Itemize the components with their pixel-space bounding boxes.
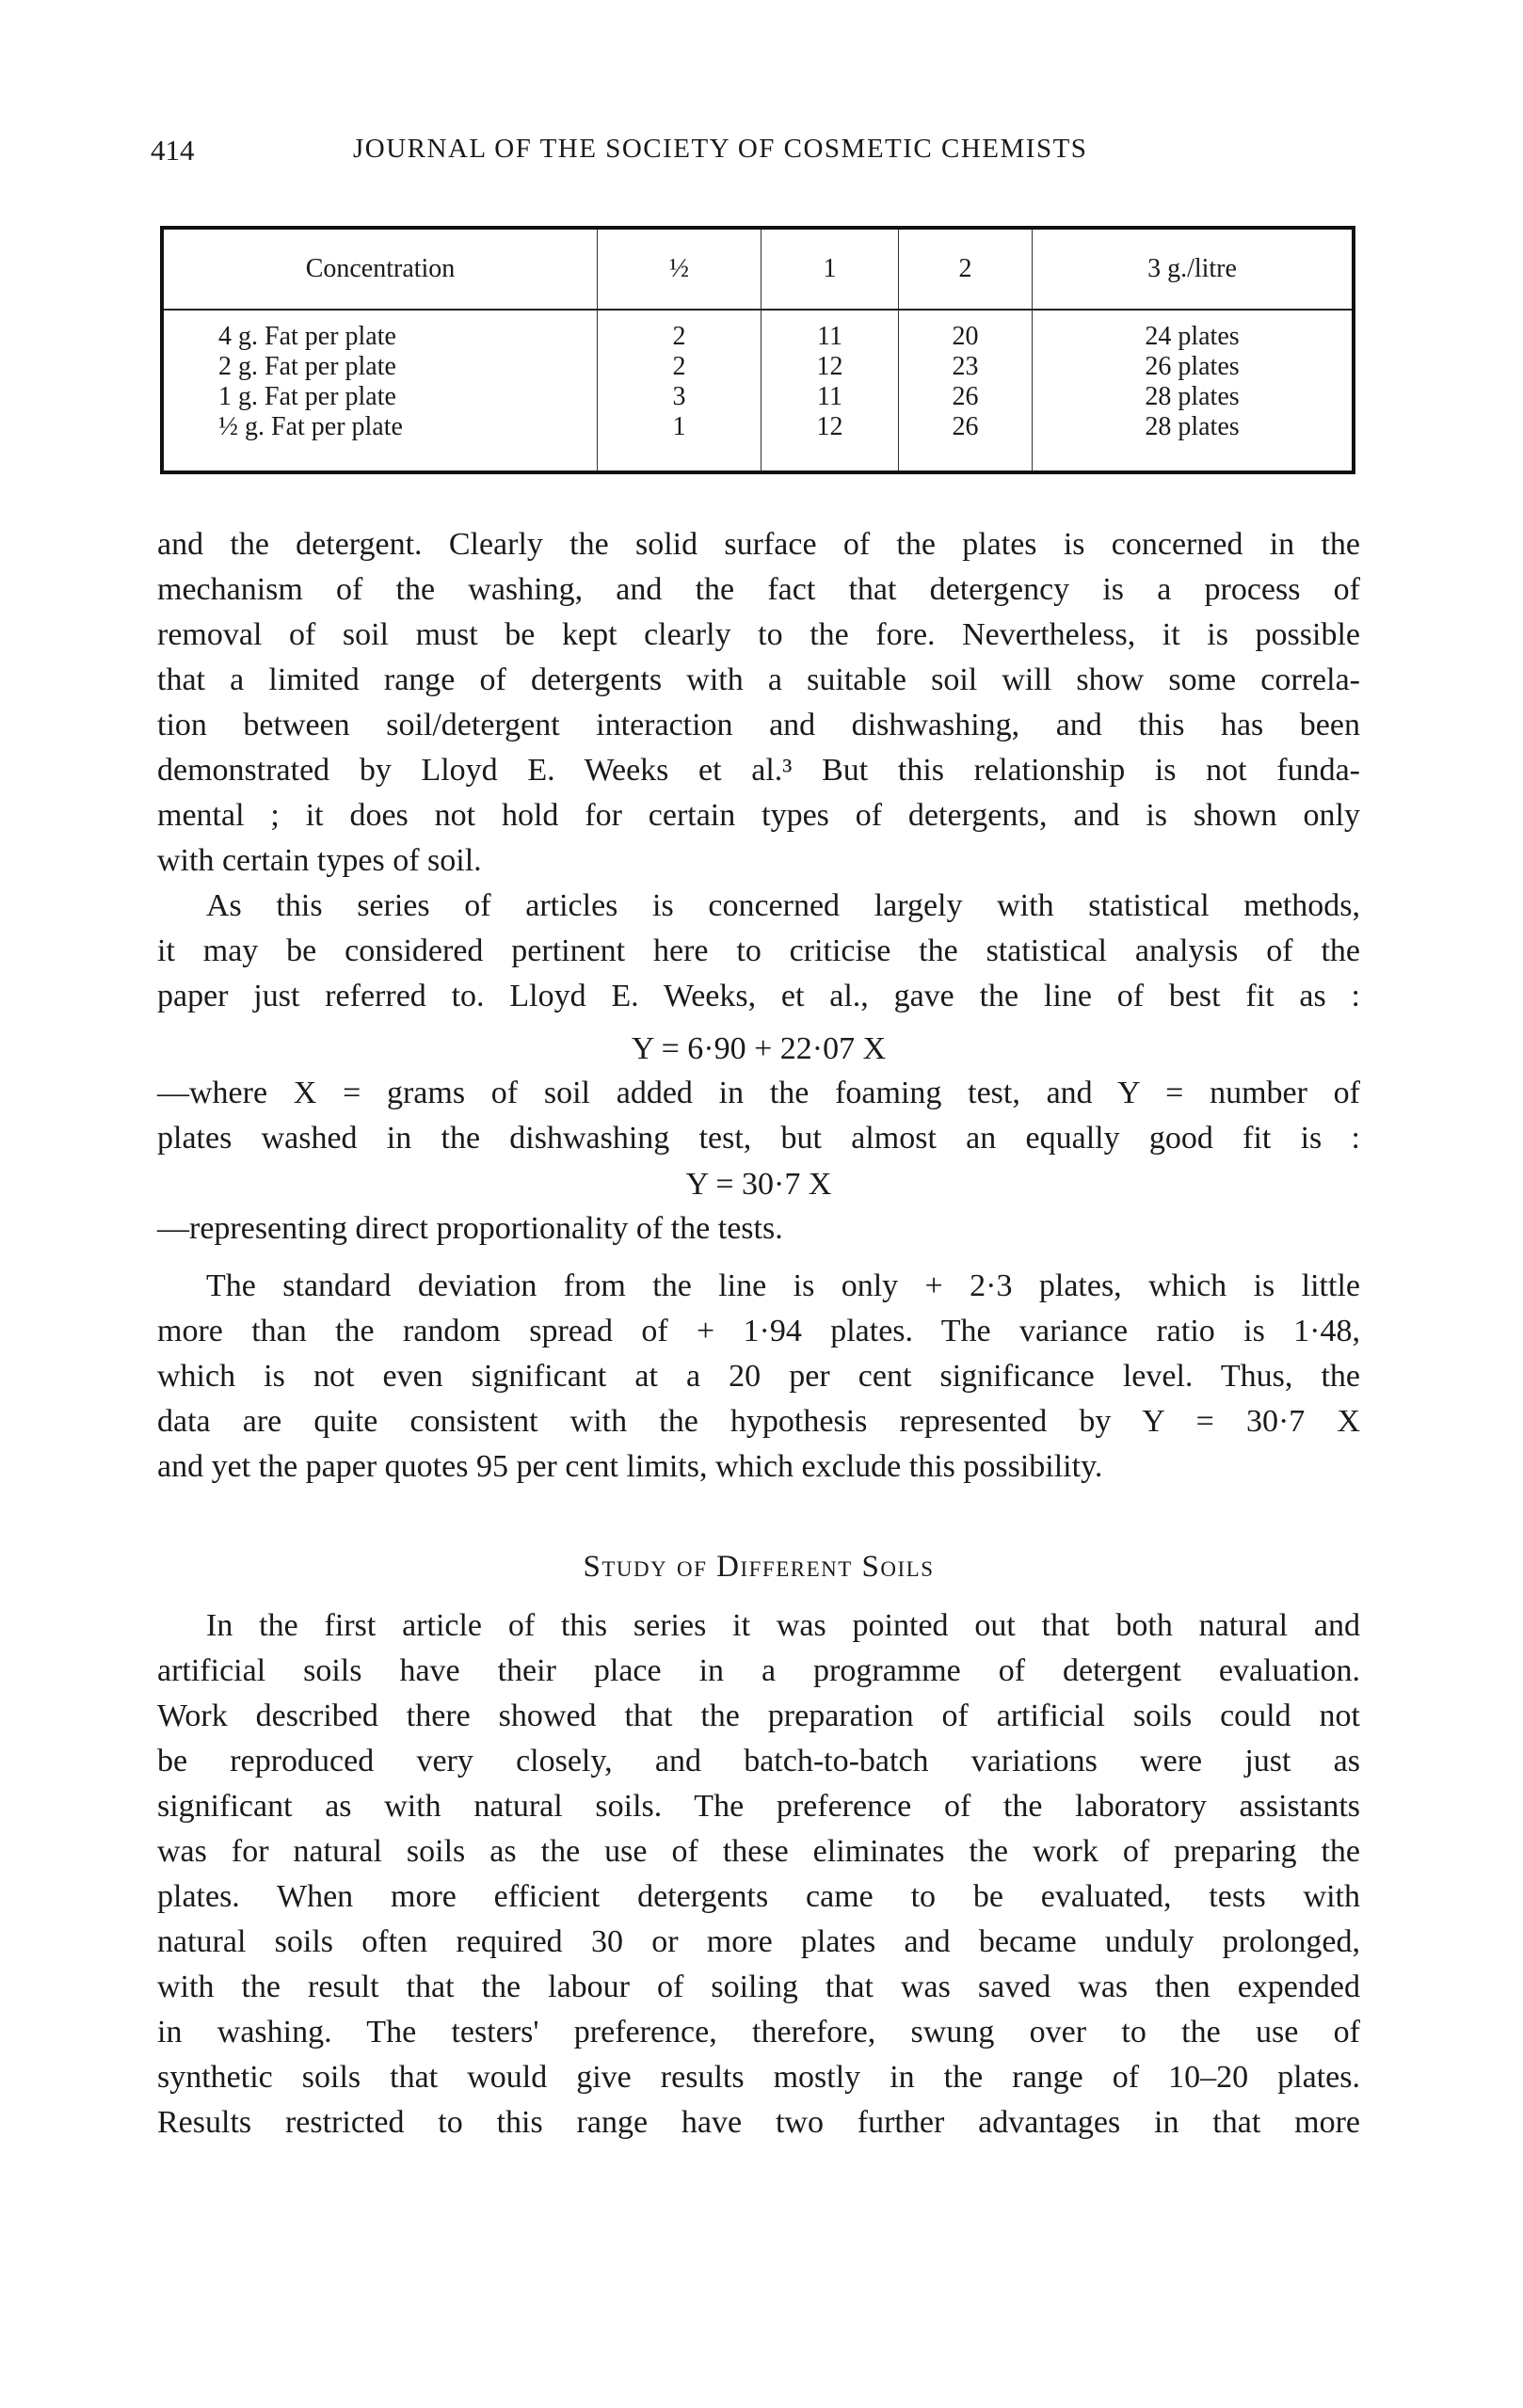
- table-cell: 26: [952, 382, 979, 411]
- text-line: In the first article of this series it was pointed out that both natural and: [206, 1608, 1360, 1643]
- table-cell: 11: [817, 322, 842, 351]
- paragraph: [157, 1264, 1360, 1490]
- table-cell: 12: [816, 412, 843, 441]
- text-line: Results restricted to this range have two further advantages in that more: [157, 2105, 1360, 2140]
- text-line: natural soils often required 30 or more plates and became unduly prolonged,: [157, 1924, 1360, 1959]
- text-line: and the detergent. Clearly the solid surface of the plates is concerned in the: [157, 527, 1360, 562]
- text-line: be reproduced very closely, and batch-to-batch variations were just as: [157, 1744, 1360, 1778]
- column-header: Concentration: [162, 228, 598, 310]
- text-line: The standard deviation from the line is only + 2·3 plates, which is little: [206, 1268, 1360, 1303]
- column-header: ½: [598, 228, 762, 310]
- table-cell: 23: [952, 352, 979, 381]
- table-cell: ½ g. Fat per plate: [218, 412, 403, 441]
- text-line: synthetic soils that would give results mostly in the range of 10–20 plates.: [157, 2060, 1360, 2095]
- column-1: [762, 310, 899, 472]
- column-header: 3 g./litre: [1033, 228, 1355, 310]
- table-cell: 3: [672, 382, 686, 411]
- table-cell: 4 g. Fat per plate: [218, 322, 396, 351]
- table-cell: 26: [952, 412, 979, 441]
- table-cell: 1: [672, 412, 686, 441]
- paragraph: [157, 884, 1360, 1019]
- row-labels: [162, 310, 598, 472]
- table-cell: 12: [816, 352, 843, 381]
- text-line: Work described there showed that the preparation of artificial soils could not: [157, 1698, 1360, 1733]
- text-line: with the result that the labour of soiling that was saved was then expended: [157, 1969, 1360, 2004]
- table-cell: 2: [672, 352, 686, 381]
- section-heading: Study of Different Soils: [583, 1550, 935, 1584]
- column-3: [1033, 310, 1355, 472]
- table-cell: 26 plates: [1145, 352, 1240, 381]
- table-header-row: [162, 228, 1354, 310]
- text-line: was for natural soils as the use of these eliminates the work of preparing the: [157, 1834, 1360, 1869]
- paragraph: [157, 522, 1360, 884]
- text-line: paper just referred to. Lloyd E. Weeks, et al., gave the line of best fit as :: [157, 979, 1360, 1013]
- text-line: As this series of articles is concerned largely with statistical methods,: [206, 888, 1360, 923]
- text-line: in washing. The testers' preference, therefore, swung over to the use of: [157, 2015, 1360, 2049]
- text-line: significant as with natural soils. The preference of the laboratory assistants: [157, 1789, 1360, 1824]
- table-cell: 2 g. Fat per plate: [218, 352, 396, 381]
- equation: Y = 6·90 + 22·07 X: [631, 1031, 887, 1066]
- text-line: plates washed in the dishwashing test, but almost an equally good fit is :: [157, 1121, 1360, 1156]
- text-line: artificial soils have their place in a programme of detergent evaluation.: [157, 1653, 1360, 1688]
- text-line: and yet the paper quotes 95 per cent limits, which exclude this possibility.: [157, 1449, 1103, 1484]
- text-line: which is not even significant at a 20 per cent significance level. Thus, the: [157, 1359, 1360, 1394]
- table-cell: 2: [672, 322, 686, 351]
- table-cell: 1 g. Fat per plate: [218, 382, 396, 411]
- paragraph: [157, 1206, 1360, 1252]
- column-header: 1: [762, 228, 899, 310]
- text-line: with certain types of soil.: [157, 843, 482, 878]
- paragraph: [157, 1071, 1360, 1161]
- data-table: [160, 226, 1355, 474]
- text-line: demonstrated by Lloyd E. Weeks et al.³ But this relationship is not funda-: [157, 753, 1360, 788]
- equation: Y = 30·7 X: [685, 1167, 832, 1202]
- column-header: 2: [899, 228, 1033, 310]
- column-half: [598, 310, 762, 472]
- table-cell: 28 plates: [1145, 382, 1240, 411]
- text-line: it may be considered pertinent here to criticise the statistical analysis of the: [157, 933, 1360, 968]
- journal-title: JOURNAL OF THE SOCIETY OF COSMETIC CHEMISTS: [353, 134, 1088, 164]
- text-line: tion between soil/detergent interaction and dishwashing, and this has been: [157, 708, 1360, 742]
- text-line: more than the random spread of + 1·94 plates. The variance ratio is 1·48,: [157, 1314, 1360, 1348]
- table-cell: 24 plates: [1145, 322, 1240, 351]
- text-line: that a limited range of detergents with a suitable soil will show some correla-: [157, 662, 1360, 697]
- column-2: [899, 310, 1033, 472]
- text-line: plates. When more efficient detergents came to be evaluated, tests with: [157, 1879, 1360, 1914]
- table-cell: 11: [817, 382, 842, 411]
- paragraph: [157, 1603, 1360, 2145]
- page-number: 414: [151, 134, 195, 167]
- table-body: [162, 310, 1354, 472]
- table-cell: 28 plates: [1145, 412, 1240, 441]
- table-cell: 20: [952, 322, 979, 351]
- text-line: —representing direct proportionality of the tests.: [157, 1211, 783, 1246]
- text-line: mechanism of the washing, and the fact that detergency is a process of: [157, 572, 1360, 607]
- text-line: —where X = grams of soil added in the foaming test, and Y = number of: [157, 1076, 1360, 1110]
- text-line: removal of soil must be kept clearly to the fore. Nevertheless, it is possible: [157, 617, 1360, 652]
- text-line: data are quite consistent with the hypothesis represented by Y = 30·7 X: [157, 1404, 1360, 1439]
- text-line: mental ; it does not hold for certain types of detergents, and is shown only: [157, 798, 1360, 833]
